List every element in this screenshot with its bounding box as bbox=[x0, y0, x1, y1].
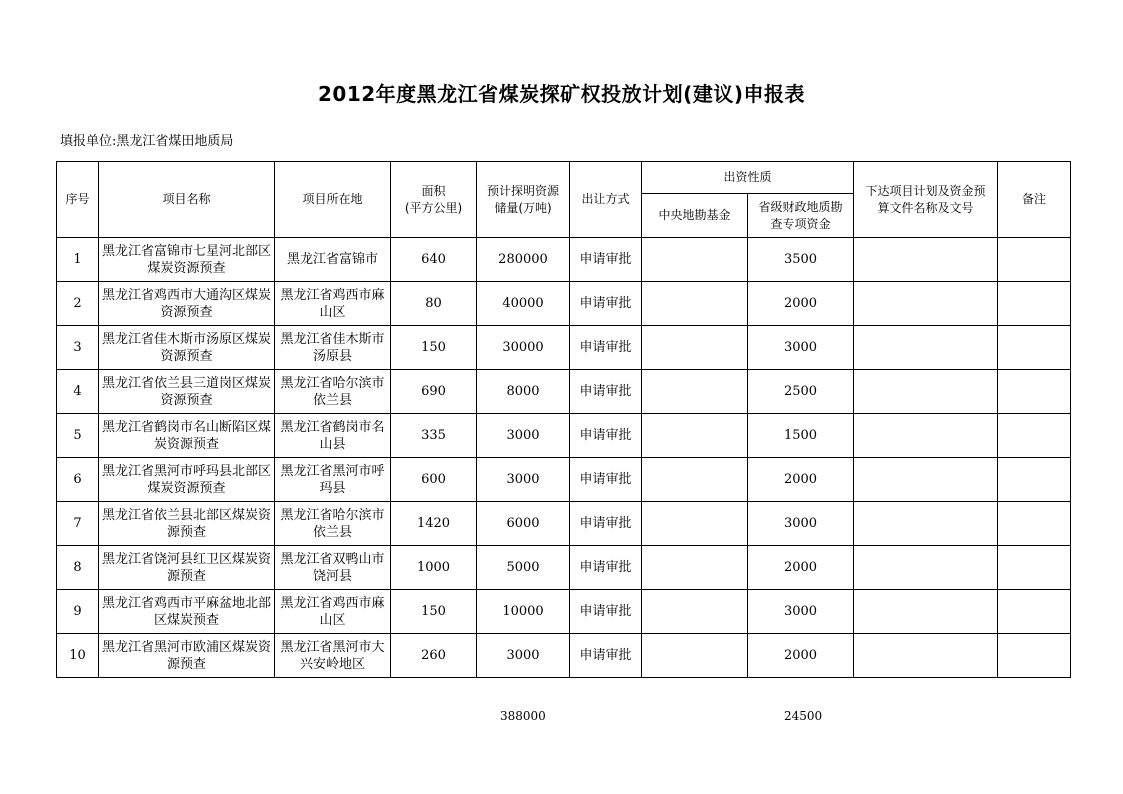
cell-location: 黑龙江省哈尔滨市依兰县 bbox=[275, 370, 391, 414]
reporting-unit: 填报单位:黑龙江省煤田地质局 bbox=[60, 134, 234, 149]
cell-reserves: 6000 bbox=[477, 502, 570, 546]
cell-location: 黑龙江省黑河市大兴安岭地区 bbox=[275, 634, 391, 678]
total-reserves: 388000 bbox=[500, 709, 546, 723]
table-row bbox=[57, 282, 1071, 326]
header-seq: 序号 bbox=[57, 162, 99, 238]
cell-document bbox=[854, 502, 998, 546]
cell-seq: 3 bbox=[57, 326, 99, 370]
cell-remarks bbox=[998, 634, 1071, 678]
cell-remarks bbox=[998, 546, 1071, 590]
cell-central-fund bbox=[642, 546, 748, 590]
cell-area: 150 bbox=[391, 326, 477, 370]
cell-project-name: 黑龙江省黑河市呼玛县北部区煤炭资源预查 bbox=[99, 458, 275, 502]
cell-central-fund bbox=[642, 414, 748, 458]
cell-central-fund bbox=[642, 326, 748, 370]
cell-project-name: 黑龙江省佳木斯市汤原区煤炭资源预查 bbox=[99, 326, 275, 370]
header-remarks: 备注 bbox=[998, 162, 1071, 238]
header-funding-nature: 出资性质 bbox=[642, 162, 854, 194]
cell-document bbox=[854, 282, 998, 326]
cell-provincial-fund: 3000 bbox=[748, 326, 854, 370]
cell-seq: 4 bbox=[57, 370, 99, 414]
cell-project-name: 黑龙江省鸡西市平麻盆地北部区煤炭预查 bbox=[99, 590, 275, 634]
cell-central-fund bbox=[642, 502, 748, 546]
cell-seq: 9 bbox=[57, 590, 99, 634]
table-row bbox=[57, 502, 1071, 546]
cell-seq: 5 bbox=[57, 414, 99, 458]
cell-area: 690 bbox=[391, 370, 477, 414]
cell-central-fund bbox=[642, 282, 748, 326]
cell-area: 1420 bbox=[391, 502, 477, 546]
cell-seq: 7 bbox=[57, 502, 99, 546]
cell-reserves: 3000 bbox=[477, 634, 570, 678]
page-title: 2012年度黑龙江省煤炭探矿权投放计划(建议)申报表 bbox=[318, 82, 805, 106]
cell-project-name: 黑龙江省依兰县北部区煤炭资源预查 bbox=[99, 502, 275, 546]
table-row bbox=[57, 414, 1071, 458]
table-row bbox=[57, 590, 1071, 634]
table-row bbox=[57, 238, 1071, 282]
total-provincial-fund: 24500 bbox=[784, 709, 823, 723]
cell-project-name: 黑龙江省鸡西市大通沟区煤炭资源预查 bbox=[99, 282, 275, 326]
table-row bbox=[57, 370, 1071, 414]
cell-remarks bbox=[998, 502, 1071, 546]
table-row bbox=[57, 458, 1071, 502]
cell-central-fund bbox=[642, 458, 748, 502]
cell-transfer-method: 申请审批 bbox=[570, 282, 642, 326]
cell-seq: 2 bbox=[57, 282, 99, 326]
cell-seq: 6 bbox=[57, 458, 99, 502]
cell-document bbox=[854, 414, 998, 458]
cell-provincial-fund: 3000 bbox=[748, 590, 854, 634]
cell-reserves: 3000 bbox=[477, 458, 570, 502]
cell-document bbox=[854, 590, 998, 634]
cell-project-name: 黑龙江省依兰县三道岗区煤炭资源预查 bbox=[99, 370, 275, 414]
cell-transfer-method: 申请审批 bbox=[570, 590, 642, 634]
cell-seq: 1 bbox=[57, 238, 99, 282]
cell-reserves: 8000 bbox=[477, 370, 570, 414]
header-reserves: 预计探明资源 储量(万吨) bbox=[477, 162, 570, 238]
cell-document bbox=[854, 546, 998, 590]
cell-reserves: 10000 bbox=[477, 590, 570, 634]
cell-remarks bbox=[998, 414, 1071, 458]
cell-remarks bbox=[998, 370, 1071, 414]
cell-area: 150 bbox=[391, 590, 477, 634]
cell-document bbox=[854, 238, 998, 282]
cell-provincial-fund: 1500 bbox=[748, 414, 854, 458]
cell-reserves: 5000 bbox=[477, 546, 570, 590]
cell-location: 黑龙江省黑河市呼玛县 bbox=[275, 458, 391, 502]
cell-provincial-fund: 3500 bbox=[748, 238, 854, 282]
cell-transfer-method: 申请审批 bbox=[570, 414, 642, 458]
cell-provincial-fund: 2000 bbox=[748, 458, 854, 502]
header-name: 项目名称 bbox=[99, 162, 275, 238]
cell-central-fund bbox=[642, 590, 748, 634]
cell-location: 黑龙江省鹤岗市名山县 bbox=[275, 414, 391, 458]
cell-central-fund bbox=[642, 370, 748, 414]
header-area: 面积 (平方公里) bbox=[391, 162, 477, 238]
cell-project-name: 黑龙江省鹤岗市名山断陷区煤炭资源预查 bbox=[99, 414, 275, 458]
table-body bbox=[57, 238, 1071, 678]
cell-project-name: 黑龙江省富锦市七星河北部区煤炭资源预查 bbox=[99, 238, 275, 282]
cell-location: 黑龙江省鸡西市麻山区 bbox=[275, 590, 391, 634]
header-location: 项目所在地 bbox=[275, 162, 391, 238]
cell-remarks bbox=[998, 326, 1071, 370]
header-transfer: 出让方式 bbox=[570, 162, 642, 238]
table-row bbox=[57, 634, 1071, 678]
table-row bbox=[57, 546, 1071, 590]
cell-area: 260 bbox=[391, 634, 477, 678]
cell-transfer-method: 申请审批 bbox=[570, 502, 642, 546]
cell-transfer-method: 申请审批 bbox=[570, 546, 642, 590]
cell-remarks bbox=[998, 282, 1071, 326]
cell-provincial-fund: 3000 bbox=[748, 502, 854, 546]
cell-document bbox=[854, 370, 998, 414]
cell-location: 黑龙江省哈尔滨市依兰县 bbox=[275, 502, 391, 546]
cell-reserves: 3000 bbox=[477, 414, 570, 458]
cell-seq: 10 bbox=[57, 634, 99, 678]
cell-remarks bbox=[998, 590, 1071, 634]
cell-transfer-method: 申请审批 bbox=[570, 326, 642, 370]
cell-location: 黑龙江省双鸭山市饶河县 bbox=[275, 546, 391, 590]
cell-transfer-method: 申请审批 bbox=[570, 238, 642, 282]
header-document: 下达项目计划及资金预 算文件名称及文号 bbox=[854, 162, 998, 238]
cell-reserves: 30000 bbox=[477, 326, 570, 370]
cell-reserves: 280000 bbox=[477, 238, 570, 282]
cell-document bbox=[854, 634, 998, 678]
table-row bbox=[57, 326, 1071, 370]
cell-provincial-fund: 2000 bbox=[748, 634, 854, 678]
cell-area: 640 bbox=[391, 238, 477, 282]
cell-central-fund bbox=[642, 634, 748, 678]
cell-seq: 8 bbox=[57, 546, 99, 590]
cell-area: 80 bbox=[391, 282, 477, 326]
cell-transfer-method: 申请审批 bbox=[570, 370, 642, 414]
application-table bbox=[56, 161, 1071, 678]
cell-remarks bbox=[998, 238, 1071, 282]
header-central-fund: 中央地勘基金 bbox=[642, 194, 748, 238]
cell-transfer-method: 申请审批 bbox=[570, 458, 642, 502]
cell-area: 600 bbox=[391, 458, 477, 502]
cell-transfer-method: 申请审批 bbox=[570, 634, 642, 678]
cell-area: 335 bbox=[391, 414, 477, 458]
cell-reserves: 40000 bbox=[477, 282, 570, 326]
cell-provincial-fund: 2500 bbox=[748, 370, 854, 414]
cell-project-name: 黑龙江省黑河市欧浦区煤炭资源预查 bbox=[99, 634, 275, 678]
cell-document bbox=[854, 326, 998, 370]
cell-location: 黑龙江省富锦市 bbox=[275, 238, 391, 282]
cell-central-fund bbox=[642, 238, 748, 282]
cell-provincial-fund: 2000 bbox=[748, 282, 854, 326]
cell-location: 黑龙江省鸡西市麻山区 bbox=[275, 282, 391, 326]
cell-project-name: 黑龙江省饶河县红卫区煤炭资源预查 bbox=[99, 546, 275, 590]
cell-location: 黑龙江省佳木斯市汤原县 bbox=[275, 326, 391, 370]
header-provincial-fund: 省级财政地质勘 查专项资金 bbox=[748, 194, 854, 238]
cell-document bbox=[854, 458, 998, 502]
cell-provincial-fund: 2000 bbox=[748, 546, 854, 590]
cell-area: 1000 bbox=[391, 546, 477, 590]
cell-remarks bbox=[998, 458, 1071, 502]
